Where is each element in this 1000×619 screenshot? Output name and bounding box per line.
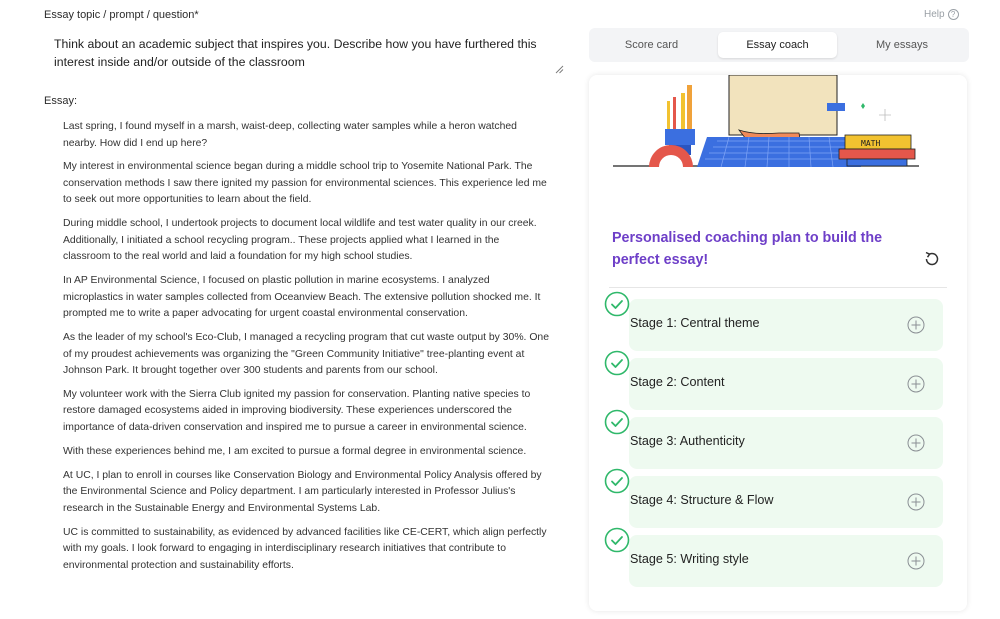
stage-central-theme[interactable]: [629, 299, 943, 351]
check-circle-icon: [604, 291, 630, 317]
stage-label: Stage 3: Authenticity: [630, 434, 745, 448]
stage-structure-flow[interactable]: [629, 476, 943, 528]
refresh-icon[interactable]: [923, 250, 941, 268]
check-circle-icon: [604, 468, 630, 494]
tab-essay-coach[interactable]: Essay coach: [718, 32, 837, 58]
essay-label: Essay:: [44, 95, 78, 107]
essay-paragraph: In AP Environmental Science, I focused on plastic pollution in marine ecosystems. I analyzed microplastics in water samples collected from Oceanview Beach. The extensive pollution shocked me. It prompted me to write a paper advocating for urgent coastal environmental conservation.: [63, 275, 541, 320]
resize-handle-icon[interactable]: [555, 65, 564, 74]
essay-paragraph: UC is committed to sustainability, as evidenced by advanced facilities like CE-CERT, which align perfectly with my goals. I look forward to engaging in interdisciplinary research initiatives that contribute to environmental protection and sustainability efforts.: [63, 526, 547, 571]
stage-writing-style[interactable]: [629, 535, 943, 587]
tab-score-card[interactable]: Score card: [624, 39, 679, 51]
essay-paragraph: My interest in environmental science began during a middle school trip to Yosemite National Park. The conservation methods I saw there ignited my passion for environmental sciences. This experience led me to seek out more opportunities to learn about the field.: [63, 161, 547, 206]
expand-plus-icon[interactable]: [907, 375, 925, 393]
expand-plus-icon[interactable]: [907, 316, 925, 334]
divider: [609, 287, 947, 288]
stage-label: Stage 5: Writing style: [630, 552, 749, 566]
help-label: Help: [924, 9, 945, 20]
topic-text: Think about an academic subject that inspires you. Describe how you have furthered this interest inside and/or outside of the classroom: [54, 37, 537, 69]
expand-plus-icon[interactable]: [907, 434, 925, 452]
coaching-plan-title: Personalised coaching plan to build the perfect essay!: [612, 230, 883, 268]
stage-content[interactable]: [629, 358, 943, 410]
stage-authenticity[interactable]: [629, 417, 943, 469]
essay-coach-card: [589, 75, 967, 611]
check-circle-icon: [604, 527, 630, 553]
math-book-text: MATH: [861, 139, 881, 148]
study-desk-illustration: [589, 75, 967, 185]
essay-paragraph: During middle school, I undertook projects to document local wildlife and test water quality in our creek. Additionally, I initiated a school recycling program.. These projects applied what I learned in the classroom to the real world and laid a foundation for my high school studies.: [63, 218, 537, 263]
coach-tabs: [589, 28, 969, 62]
stage-label: Stage 1: Central theme: [630, 316, 760, 330]
stage-label: Stage 2: Content: [630, 375, 725, 389]
check-circle-icon: [604, 409, 630, 435]
essay-paragraph: My volunteer work with the Sierra Club ignited my passion for conservation. Planting native species to restore damaged ecosystems aided in improving biodiversity. These experiences underscored the importance of data-driven conservation and inspired me to pursue a career in environmental science.: [63, 388, 531, 433]
topic-textarea[interactable]: [44, 27, 568, 77]
tab-my-essays[interactable]: My essays: [876, 39, 928, 51]
expand-plus-icon[interactable]: [907, 552, 925, 570]
check-circle-icon: [604, 350, 630, 376]
stage-label: Stage 4: Structure & Flow: [630, 493, 774, 507]
essay-paragraph: With these experiences behind me, I am excited to pursue a formal degree in environmental science.: [63, 445, 527, 457]
question-circle-icon: ?: [948, 9, 959, 20]
essay-paragraph: At UC, I plan to enroll in courses like Conservation Biology and Environmental Policy Analysis offered by the Environmental Science and Policy department. I am particularly interested in Professor Julius's research in the Sustainable Energy and Environmental Systems Lab.: [63, 469, 542, 514]
essay-paragraph: As the leader of my school's Eco-Club, I managed a recycling program that cut waste output by 30%. One of my proudest achievements was organizing the "Green Community Initiative" tree-planting event at Johnson Park. It brought together over 300 students and parents from our school.: [63, 332, 549, 377]
essay-paragraph: Last spring, I found myself in a marsh, waist-deep, collecting water samples while a heron watched nearby. How did I end up here?: [63, 121, 517, 149]
essay-textarea[interactable]: [63, 119, 549, 582]
expand-plus-icon[interactable]: [907, 493, 925, 511]
help-link[interactable]: [924, 9, 959, 20]
topic-label: Essay topic / prompt / question*: [44, 9, 199, 21]
